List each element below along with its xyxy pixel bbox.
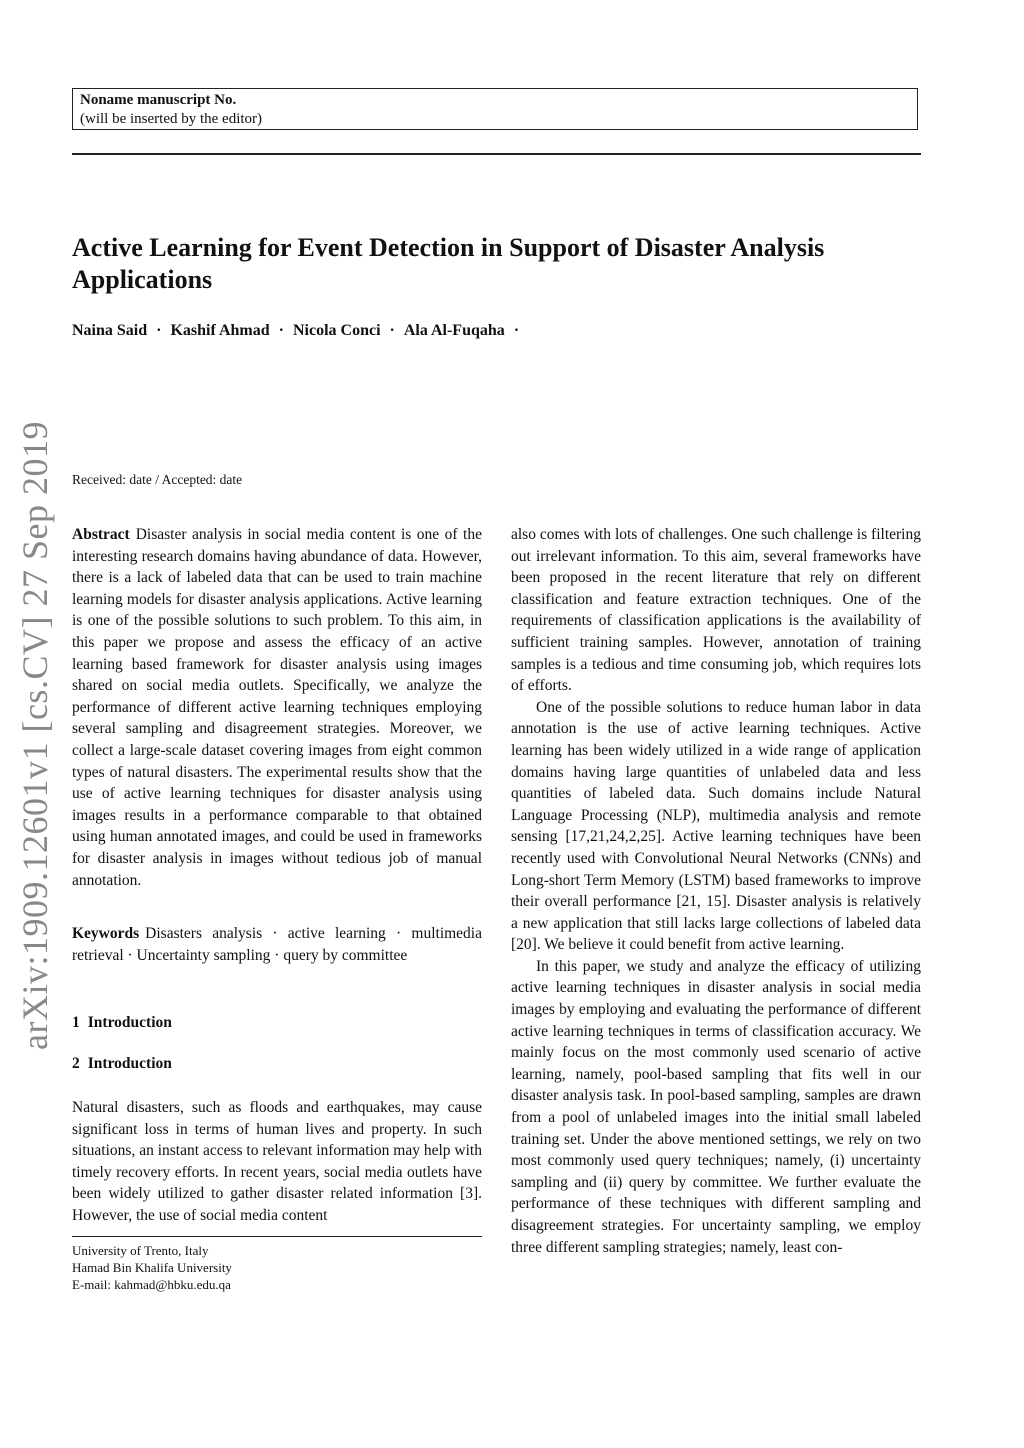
- author-name: Kashif Ahmad: [170, 322, 270, 339]
- author-separator: ·: [513, 322, 520, 339]
- editor-notice-box: [72, 88, 918, 130]
- body-paragraph: Natural disasters, such as floods and earthquakes, may cause significant loss in terms of human lives and property. In such situations, an instant access to relevant information may help with timely recovery efforts. In recent years, social media outlets have been widely utilized to gather disaster related information [3]. However, the use of social media content: [72, 1099, 482, 1224]
- intro-paragraph-left: [72, 1097, 482, 1227]
- author-separator: ·: [156, 322, 162, 339]
- body-paragraph: also comes with lots of challenges. One such challenge is filtering out irrelevant information. To this aim, several frameworks have been proposed in the recent literature that rely on different classification and feature extraction techniques. One of the requirements of classification applications is the availability of sufficient training samples. However, annotation of training samples is a tedious and time consuming job, which requires lots of efforts.: [511, 526, 921, 695]
- right-column: [511, 524, 921, 1258]
- section-number: 1: [72, 1014, 80, 1031]
- footnote-rule: [72, 1236, 482, 1237]
- affiliations: [72, 1242, 232, 1293]
- section-number: 2: [72, 1055, 80, 1072]
- author-name: Naina Said: [72, 322, 148, 339]
- author-name: Nicola Conci: [292, 322, 381, 339]
- abstract: [72, 524, 482, 891]
- keywords-label: Keywords: [72, 925, 140, 942]
- body-paragraph: In this paper, we study and analyze the efficacy of utilizing active learning techniques in disaster analysis in social media images by employing and evaluating the performance of different active learning techniques in terms of classification accuracy. We mainly focus on the most commonly used scenario of active learning, namely, pool-based sampling that fits well in our disaster analysis task. In pool-based sampling, samples are drawn from a pool of unlabeled images into the initial small labeled training set. Under the above mentioned settings, we rely on two most commonly used query techniques; namely, (i) uncertainty sampling and (ii) query by committee. We further evaluate the performance of these techniques with different sampling and disagreement strategies. For uncertainty sampling, we employ three different sampling strategies; namely, least con-: [511, 957, 921, 1256]
- author-separator: ·: [389, 322, 395, 339]
- section-heading: [72, 1014, 172, 1032]
- abstract-label: Abstract: [72, 526, 130, 543]
- paper-title: Active Learning for Event Detection in Support of Disaster Analysis Applications: [72, 233, 825, 294]
- received-date: Received: date / Accepted: date: [72, 472, 243, 487]
- section-heading: [72, 1055, 172, 1073]
- section-title: Introduction: [87, 1055, 172, 1072]
- section-title: Introduction: [87, 1014, 172, 1031]
- manuscript-number: Noname manuscript No.: [80, 92, 237, 108]
- affiliation: Hamad Bin Khalifa University: [72, 1260, 232, 1275]
- editor-note: (will be inserted by the editor): [80, 111, 263, 127]
- author-separator: ·: [278, 322, 284, 339]
- body-paragraph: One of the possible solutions to reduce human labor in data annotation is the use of active learning techniques. Active learning has been widely utilized in a wide range of application domains having large quantities of unlabeled data and less quantities of labeled data. Such domains include Natural Language Processing (NLP), multimedia analysis and remote sensing [17,21,24,2,25]. Active learning techniques have been recently used with Convolutional Neural Networks (CNNs) and Long-short Term Memory (LSTM) based frameworks to improve their overall performance [21, 15]. Disaster analysis is relatively a new application that still lacks large collections of labeled data [20]. We believe it could benefit from active learning.: [511, 698, 921, 954]
- affiliation: University of Trento, Italy: [72, 1243, 209, 1258]
- keywords-text: Disasters analysis · active learning · multimedia retrieval · Uncertainty sampling · query by committee: [72, 925, 482, 964]
- header-rule: [72, 153, 921, 155]
- abstract-text: Disaster analysis in social media content is one of the interesting research domains having abundance of data. However, there is a lack of labeled data that can be used to train machine learning models for disaster analysis applications. Active learning is one of the possible solutions to such problem. To this aim, in this paper we propose and assess the efficacy of an active learning based framework for disaster analysis using images shared on social media outlets. Specifically, we analyze the performance of different active learning techniques employing several sampling and disagreement strategies. Moreover, we collect a large-scale dataset covering images from eight common types of natural disasters. The experimental results show that the use of active learning techniques for disaster analysis using images results in a performance comparable to that obtained using human annotated images, and could be used in frameworks for disaster analysis in images without tedious job of manual annotation.: [72, 526, 482, 889]
- contact-email: E-mail: kahmad@hbku.edu.qa: [72, 1277, 231, 1292]
- arxiv-stamp: arXiv:1909.12601v1 [cs.CV] 27 Sep 2019: [15, 421, 55, 1050]
- author-list: [72, 322, 932, 340]
- author-name: Ala Al-Fuqaha: [403, 322, 505, 339]
- keywords: [72, 923, 482, 966]
